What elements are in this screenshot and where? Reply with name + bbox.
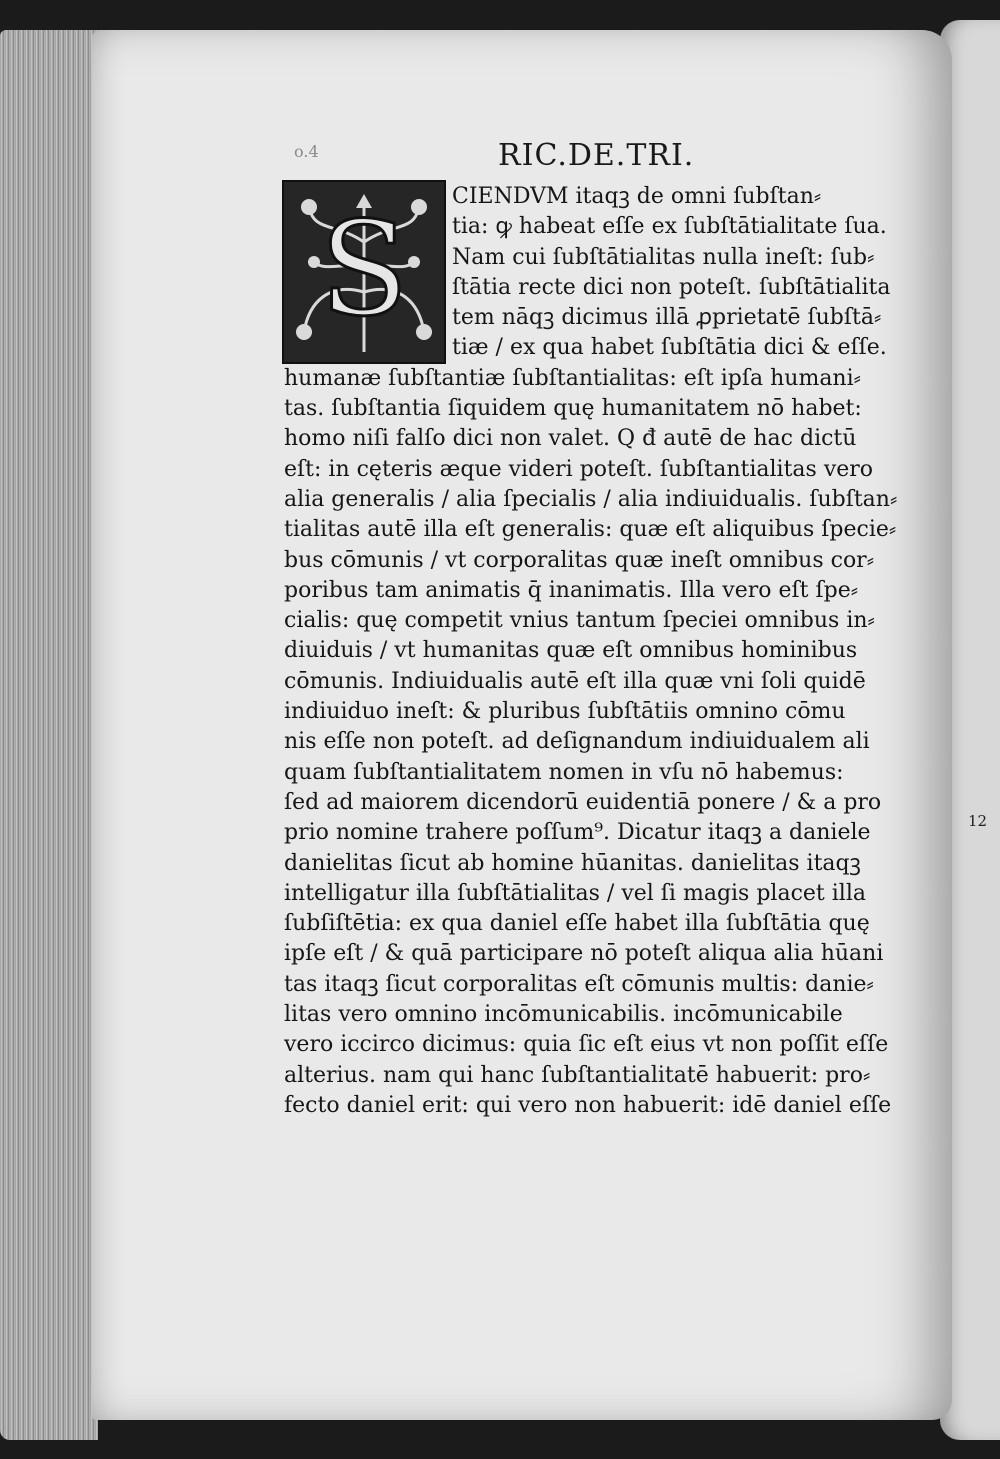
text-line: bus cōmunis / vt corporalitas quæ ineſt omnibus cor⸗ [284,547,875,573]
body-text [284,182,914,1121]
text-line: prio nomine trahere poſſum⁹. Dicatur itaqꝫ a daniele [284,820,871,846]
text-line: humanæ ſubſtantiæ ſubſtantialitas: eſt ipſa humani⸗ [284,365,861,391]
text-line: quam ſubſtantialitatem nomen in vſu nō habemus: [284,759,844,785]
text-line: homo niſi falſo dici non valet. Q đ autē de hac dictū [284,426,857,452]
book-page-edges [0,30,98,1440]
text-line: fecto daniel erit: qui vero non habuerit: idē daniel eſſe [284,1092,892,1118]
text-line: alia generalis / alia ſpecialis / alia indiuidualis. ſubſtan⸗ [284,486,898,512]
text-line: vero iccirco dicimus: quia ſic eſt eius vt non poſſit eſſe [284,1032,889,1058]
text-line: ſubſiſtētia: ex qua daniel eſſe habet illa ſubſtātia quę [284,911,870,937]
text-line: cōmunis. Indiuidualis autē eſt illa quæ vni ſoli quidē [284,668,866,694]
text-line: tas itaqꝫ ſicut corporalitas eſt cōmunis multis: danie⸗ [284,971,874,997]
initial-letter-glyph: S [319,193,409,345]
text-line: tiæ / ex qua habet ſubſtātia dici & eſſe. [452,335,887,361]
text-line: alterius. nam qui hanc ſubſtantialitatē habuerit: pro⸗ [284,1062,871,1088]
running-header: RIC.DE.TRI. [498,138,695,173]
text-line: ipſe eſt / & quā participare nō poteſt aliqua alia hūani [284,941,884,967]
text-line: cialis: quę competit vnius tantum ſpeciei omnibus in⸗ [284,608,875,634]
text-line: Nam cui ſubſtātialitas nulla ineſt: ſub⸗ [452,244,875,270]
text-line: eſt: in cęteris æque videri poteſt. ſubſtantialitas vero [284,456,874,482]
text-line: ſed ad maiorem dicendorū euidentiā ponere / & a pro [284,789,882,815]
text-line: litas vero omnino incōmunicabilis. incōmunicabile [284,1002,843,1028]
text-line: tialitas autē illa eſt generalis: quæ eſt aliquibus ſpecie⸗ [284,517,897,543]
text-line: tas. ſubſtantia ſiquidem quę humanitatem nō habet: [284,396,862,422]
text-line: tia: ꝙ habeat eſſe ex ſubſtātialitate ſua. [452,214,887,240]
text-line: ſtātia recte dici non poteſt. ſubſtātialita [452,274,891,300]
text-line: CIENDVM itaqꝫ de omni ſubſtan⸗ [452,184,822,209]
text-line: nis eſſe non poteſt. ad deſignandum indiuidualem ali [284,729,870,755]
text-line: tem nāqꝫ dicimus illā ꝓprietatē ſubſtā⸗ [452,305,882,331]
margin-pencil-mark: o.4 [294,142,319,161]
text-line: intelligatur illa ſubſtātialitas / vel ſi magis placet illa [284,880,866,906]
text-line: poribus tam animatis q̄ inanimatis. Illa vero eſt ſpe⸗ [284,577,859,603]
text-line: danielitas ſicut ab homine hūanitas. danielitas itaqꝫ [284,850,861,876]
text-line: indiuiduo ineſt: & pluribus ſubſtātiis omnino cōmu [284,699,846,725]
text-line: diuiduis / vt humanitas quæ eſt omnibus hominibus [284,638,858,664]
folio-number: 12 [968,812,988,830]
